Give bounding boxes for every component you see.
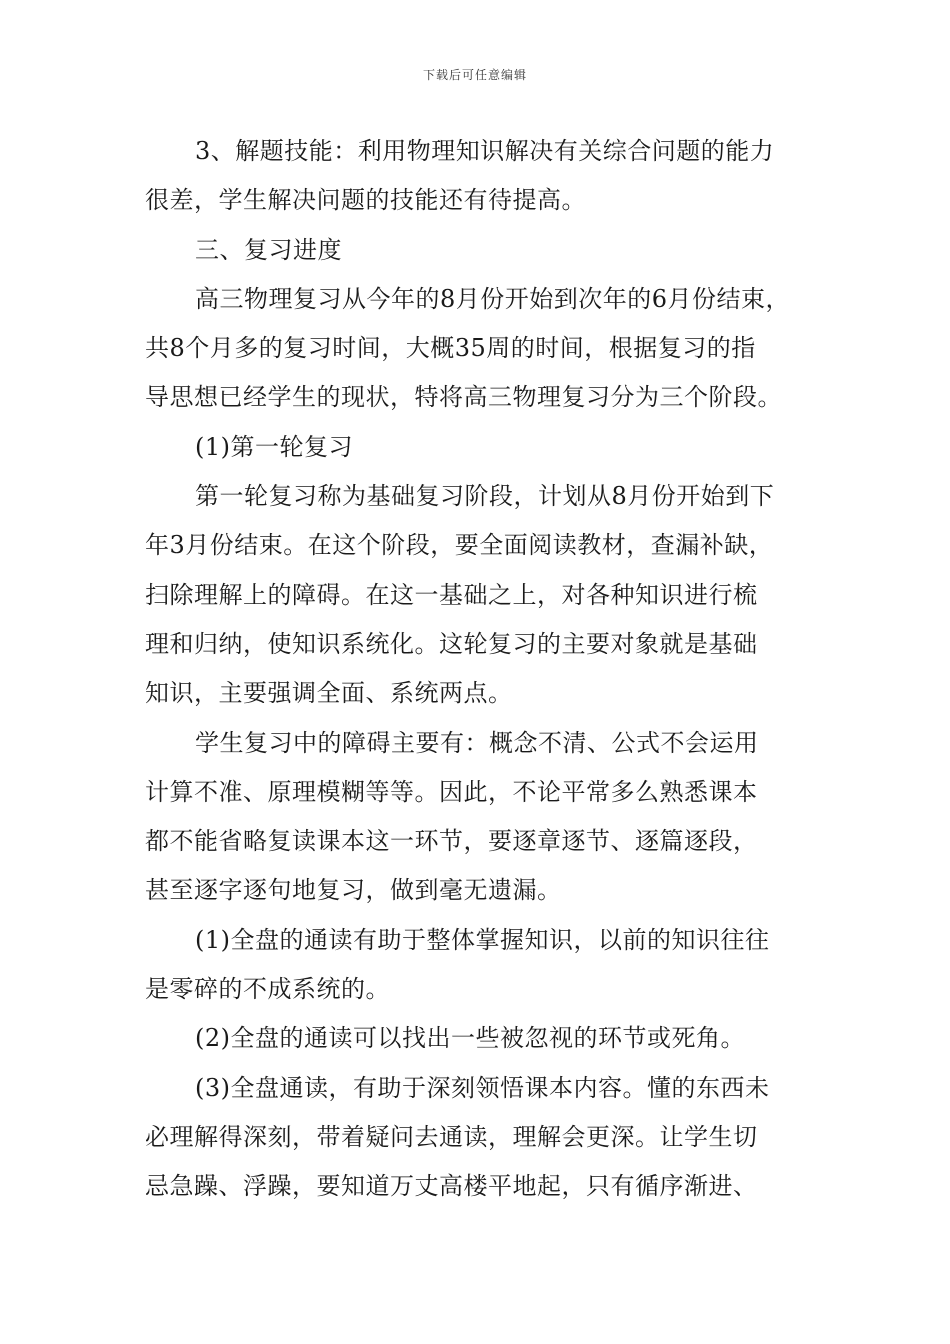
text-line: 导思想已经学生的现状，特将高三物理复习分为三个阶段。 xyxy=(145,383,782,412)
text-line: 都不能省略复读课本这一环节，要逐章逐节、逐篇逐段， xyxy=(145,827,758,856)
text-line: 年3月份结束。在这个阶段，要全面阅读教材，查漏补缺， xyxy=(145,531,774,560)
text-line: (2)全盘的通读可以找出一些被忽视的环节或死角。 xyxy=(195,1024,745,1053)
text-line: (1)全盘的通读有助于整体掌握知识，以前的知识往往 xyxy=(195,925,770,954)
text-line: 是零碎的不成系统的。 xyxy=(145,975,390,1004)
text-line: 甚至逐字逐句地复习，做到毫无遗漏。 xyxy=(145,876,562,905)
text-line: 很差，学生解决问题的技能还有待提高。 xyxy=(145,186,586,215)
text-line: 忌急躁、浮躁，要知道万丈高楼平地起，只有循序渐进、 xyxy=(145,1172,758,1201)
text-line: (3)全盘通读，有助于深刻领悟课本内容。懂的东西未 xyxy=(195,1073,770,1102)
text-line: 学生复习中的障碍主要有：概念不清、公式不会运用 xyxy=(195,728,759,757)
header-note: 下载后可任意编辑 xyxy=(422,68,527,82)
text-line: 知识，主要强调全面、系统两点。 xyxy=(145,679,513,708)
text-line: 3、解题技能：利用物理知识解决有关综合问题的能力 xyxy=(195,137,775,165)
text-line: 三、复习进度 xyxy=(195,235,342,264)
text-line: (1)第一轮复习 xyxy=(195,432,353,461)
text-line: 第一轮复习称为基础复习阶段，计划从8月份开始到下 xyxy=(195,482,775,511)
text-line: 必理解得深刻，带着疑问去通读，理解会更深。让学生切 xyxy=(145,1122,758,1151)
document-body xyxy=(145,127,810,1212)
text-line: 计算不准、原理模糊等等。因此，不论平常多么熟悉课本 xyxy=(145,777,758,806)
text-line: 共8个月多的复习时间，大概35周的时间，根据复习的指 xyxy=(145,334,756,363)
text-line: 理和归纳，使知识系统化。这轮复习的主要对象就是基础 xyxy=(145,629,758,658)
text-line: 高三物理复习从今年的8月份开始到次年的6月份结束， xyxy=(195,284,791,313)
text-line: 扫除理解上的障碍。在这一基础之上，对各种知识进行梳 xyxy=(145,580,758,609)
